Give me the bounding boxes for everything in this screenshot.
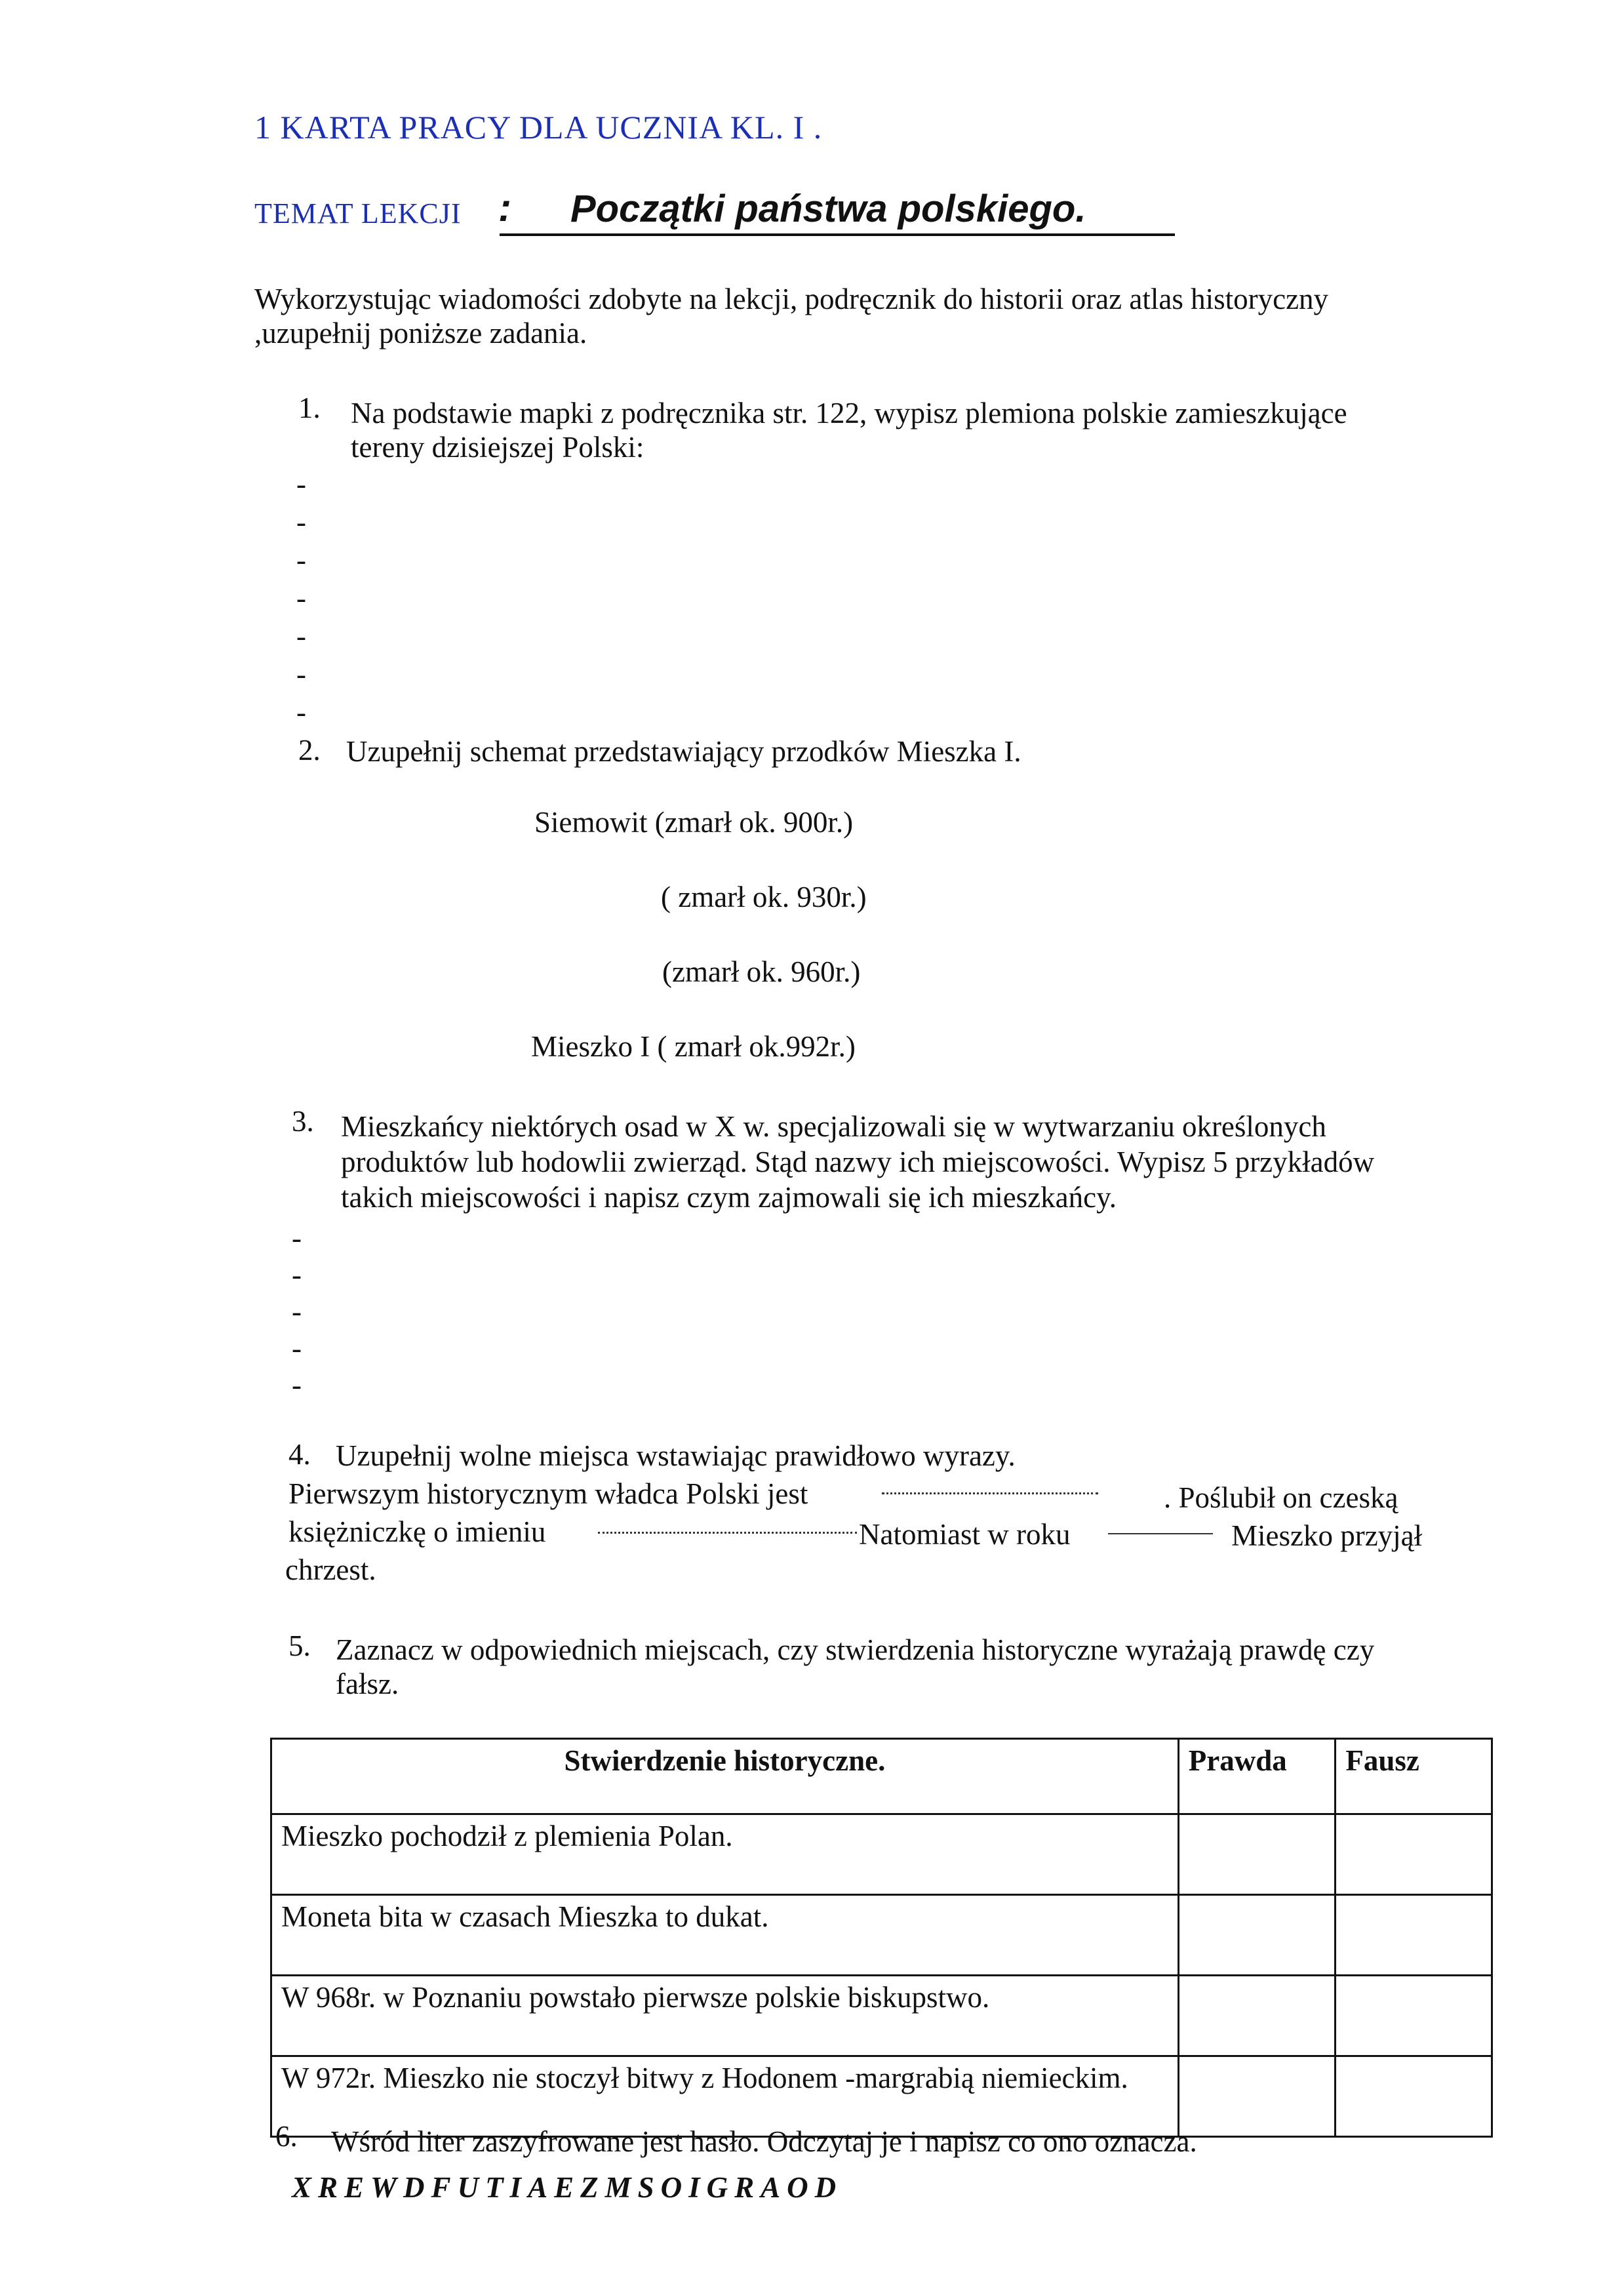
- task4-line1a: Pierwszym historycznym władca Polski jest: [288, 1477, 808, 1510]
- topic-label: TEMAT LEKCJI: [254, 197, 462, 230]
- task3-line-3: takich miejscowości i napisz czym zajmowali się ich mieszkańcy.: [341, 1181, 1117, 1214]
- task3-dash: -: [292, 1258, 302, 1291]
- ancestor-2: ( zmarł ok. 930r.): [661, 881, 867, 913]
- ancestor-siemowit: Siemowit (zmarł ok. 900r.): [534, 806, 854, 839]
- true-cell[interactable]: [1178, 1895, 1336, 1976]
- table-row: [271, 1895, 1492, 1976]
- false-cell[interactable]: [1336, 1976, 1492, 2056]
- header-statement: Stwierdzenie historyczne.: [271, 1739, 1179, 1814]
- true-cell[interactable]: [1178, 2056, 1336, 2137]
- topic-title: Początki państwa polskiego.: [570, 188, 1086, 230]
- blank-ruler-name[interactable]: [882, 1492, 1098, 1494]
- statement-cell: W 972r. Mieszko nie stoczył bitwy z Hodonem -margrabią niemieckim.: [271, 2056, 1179, 2137]
- cipher-letters: XREWDFUTIAEZMSOIGRAOD: [292, 2171, 843, 2204]
- statement-cell: W 968r. w Poznaniu powstało pierwsze polskie biskupstwo.: [271, 1976, 1179, 2056]
- task1-dash: -: [296, 506, 306, 538]
- task4-line1b: . Poślubił on czeską: [1164, 1481, 1398, 1514]
- table-row: [271, 1976, 1492, 2056]
- task2-text: Uzupełnij schemat przedstawiający przodków Mieszka I.: [346, 735, 1021, 768]
- ancestor-3: (zmarł ok. 960r.): [662, 955, 861, 988]
- statement-cell: Mieszko pochodził z plemienia Polan.: [271, 1814, 1179, 1895]
- task6-text: Wśród liter zaszyfrowane jest hasło. Odczytaj je i napisz co ono oznacza.: [331, 2125, 1197, 2158]
- topic-colon: :: [498, 186, 511, 230]
- task1-dash: -: [296, 658, 306, 690]
- task4-text: Uzupełnij wolne miejsca wstawiając prawidłowo wyrazy.: [336, 1439, 1016, 1472]
- task3-line-2: produktów lub hodowlii zwierząd. Stąd nazwy ich miejscowości. Wypisz 5 przykładów: [341, 1146, 1375, 1178]
- blank-princess-name[interactable]: [598, 1532, 857, 1534]
- task1-dash: -: [296, 620, 306, 652]
- task1-line-2: tereny dzisiejszej Polski:: [351, 431, 644, 464]
- task1-dash: -: [296, 544, 306, 576]
- task3-dash: -: [292, 1332, 302, 1365]
- task5-line-1: Zaznacz w odpowiednich miejscach, czy stwierdzenia historyczne wyrażają prawdę czy: [336, 1633, 1375, 1666]
- intro-line-1: Wykorzystując wiadomości zdobyte na lekcji, podręcznik do historii oraz atlas historyczny: [254, 283, 1329, 315]
- false-cell[interactable]: [1336, 1895, 1492, 1976]
- false-cell[interactable]: [1336, 1814, 1492, 1895]
- task4-line2b: Natomiast w roku: [859, 1518, 1071, 1551]
- task5-number: 5.: [288, 1629, 311, 1662]
- task1-dash: -: [296, 696, 306, 728]
- task4-line2a: księżniczkę o imieniu: [288, 1515, 546, 1548]
- task6-number: 6.: [275, 2120, 298, 2153]
- ancestor-mieszko: Mieszko I ( zmarł ok.992r.): [531, 1030, 856, 1063]
- table-row: [271, 1814, 1492, 1895]
- task3-dash: -: [292, 1368, 302, 1401]
- statement-cell: Moneta bita w czasach Mieszka to dukat.: [271, 1895, 1179, 1976]
- task3-line-1: Mieszkańcy niektórych osad w X w. specjalizowali się w wytwarzaniu określonych: [341, 1110, 1326, 1143]
- task1-number: 1.: [298, 391, 321, 424]
- true-cell[interactable]: [1178, 1976, 1336, 2056]
- task4-number: 4.: [288, 1438, 311, 1471]
- topic-underline: [500, 233, 1175, 236]
- true-cell[interactable]: [1178, 1814, 1336, 1895]
- false-cell[interactable]: [1336, 2056, 1492, 2137]
- task1-line-1: Na podstawie mapki z podręcznika str. 122, wypisz plemiona polskie zamieszkujące: [351, 397, 1347, 429]
- task3-dash: -: [292, 1222, 302, 1254]
- intro-line-2: ,uzupełnij poniższe zadania.: [254, 317, 587, 349]
- worksheet-title: 1 KARTA PRACY DLA UCZNIA KL. I .: [254, 109, 823, 146]
- task4-line2c: Mieszko przyjął: [1231, 1519, 1423, 1552]
- true-false-table: [270, 1738, 1493, 2138]
- task1-dash: -: [296, 582, 306, 614]
- task4-line3: chrzest.: [285, 1553, 376, 1586]
- task5-line-2: fałsz.: [336, 1667, 399, 1700]
- task3-number: 3.: [292, 1105, 314, 1138]
- blank-baptism-year[interactable]: [1108, 1533, 1213, 1534]
- header-false: Fausz: [1336, 1739, 1492, 1814]
- task3-dash: -: [292, 1295, 302, 1328]
- table-header-row: [271, 1739, 1492, 1814]
- task1-dash: -: [296, 468, 306, 500]
- task2-number: 2.: [298, 734, 321, 767]
- header-true: Prawda: [1178, 1739, 1336, 1814]
